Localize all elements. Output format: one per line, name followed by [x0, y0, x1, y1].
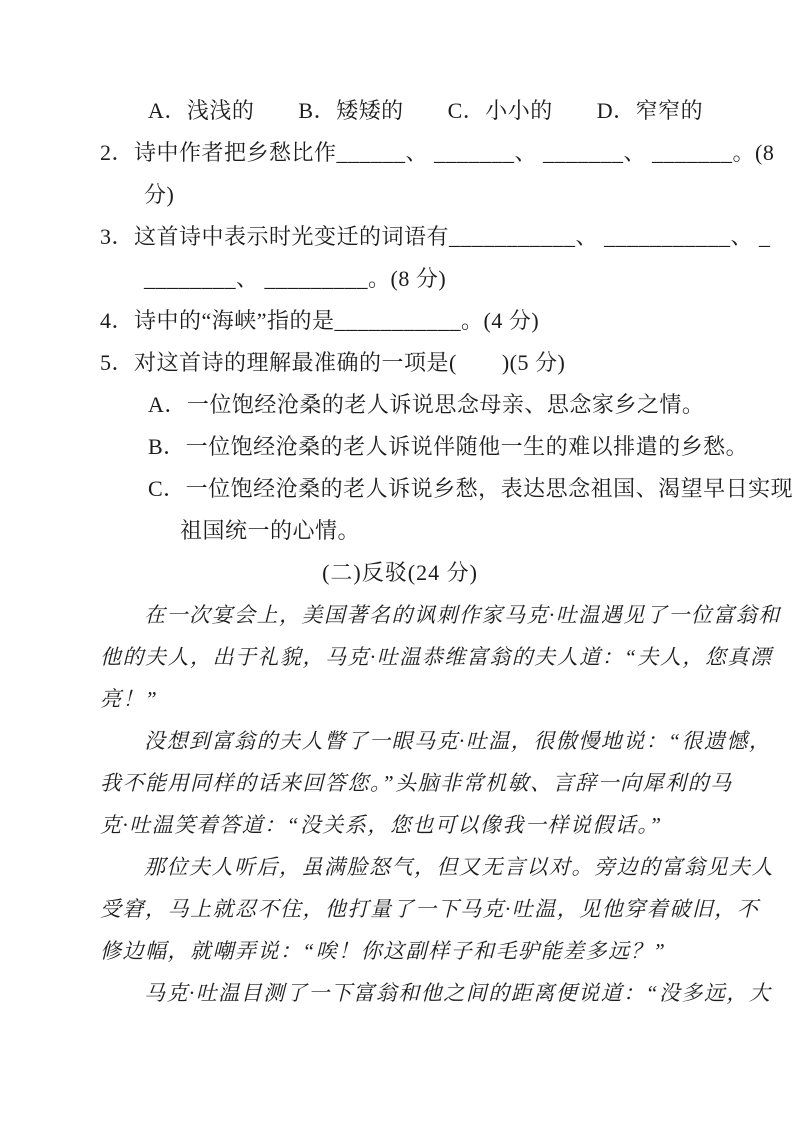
passage-paragraph-2-line-2: 我不能用同样的话来回答您。”头脑非常机敏、言辞一向犀利的马: [100, 771, 733, 795]
question-5-option-b: B．一位饱经沧桑的老人诉说伴随他一生的难以排遣的乡愁。: [148, 434, 749, 459]
question-1-option-a: A．浅浅的: [148, 98, 255, 123]
passage-paragraph-3-line-2: 受窘，马上就忍不住，他打量了一下马克·吐温，见他穿着破旧，不: [100, 897, 760, 921]
question-5-option-a: A．一位饱经沧桑的老人诉说思念母亲、思念家乡之情。: [148, 392, 705, 417]
rebuttal-passage: [100, 594, 781, 1014]
passage-paragraph-3-line-3: 修边幅，就嘲弄说：“唉！你这副样子和毛驴能差多远？”: [100, 939, 667, 963]
question-3-line-1: 3．这首诗中表示时光变迁的词语有___________、 ___________、 _: [100, 224, 771, 249]
question-2-line-2: 分): [144, 182, 175, 207]
question-1-option-c: C．小小的: [447, 98, 553, 123]
question-5-stem: 5．对这首诗的理解最准确的一项是( )(5 分): [100, 350, 566, 375]
question-5-option-c-line-1: C．一位饱经沧桑的老人诉说乡愁，表达思念祖国、渴望早日实现: [148, 476, 793, 501]
passage-paragraph-3-line-1: 那位夫人听后，虽满脸怒气，但又无言以对。旁边的富翁见夫人: [144, 855, 774, 879]
passage-paragraph-1-line-2: 他的夫人，出于礼貌，马克·吐温恭维富翁的夫人道：“夫人，您真漂: [100, 645, 773, 669]
passage-paragraph-1-line-3: 亮！”: [100, 687, 159, 711]
question-2-line-1: 2．诗中作者把乡愁比作______、 _______、 _______、 _______。(8: [100, 140, 775, 165]
rebuttal-section-heading: (二)反驳(24 分): [322, 560, 478, 585]
question-5-option-c-line-2: 祖国统一的心情。: [180, 518, 361, 543]
passage-paragraph-2-line-3: 克·吐温笑着答道：“没关系，您也可以像我一样说假话。”: [100, 813, 663, 837]
question-1-option-d: D．窄窄的: [596, 98, 704, 123]
page-content: [100, 90, 793, 1014]
passage-paragraph-2-line-1: 没想到富翁的夫人瞥了一眼马克·吐温，很傲慢地说：“很遗憾，: [144, 729, 772, 753]
question-4: 4．诗中的“海峡”指的是___________。(4 分): [100, 308, 540, 333]
passage-paragraph-4-line-1: 马克·吐温目测了一下富翁和他之间的距离便说道：“没多远，大: [144, 981, 772, 1005]
question-1-options-row: [148, 90, 704, 132]
question-3-line-2: ________、 _________。(8 分): [144, 266, 447, 291]
question-1-option-b: B．矮矮的: [298, 98, 404, 123]
passage-paragraph-1-line-1: 在一次宴会上，美国著名的讽刺作家马克·吐温遇见了一位富翁和: [144, 603, 781, 627]
